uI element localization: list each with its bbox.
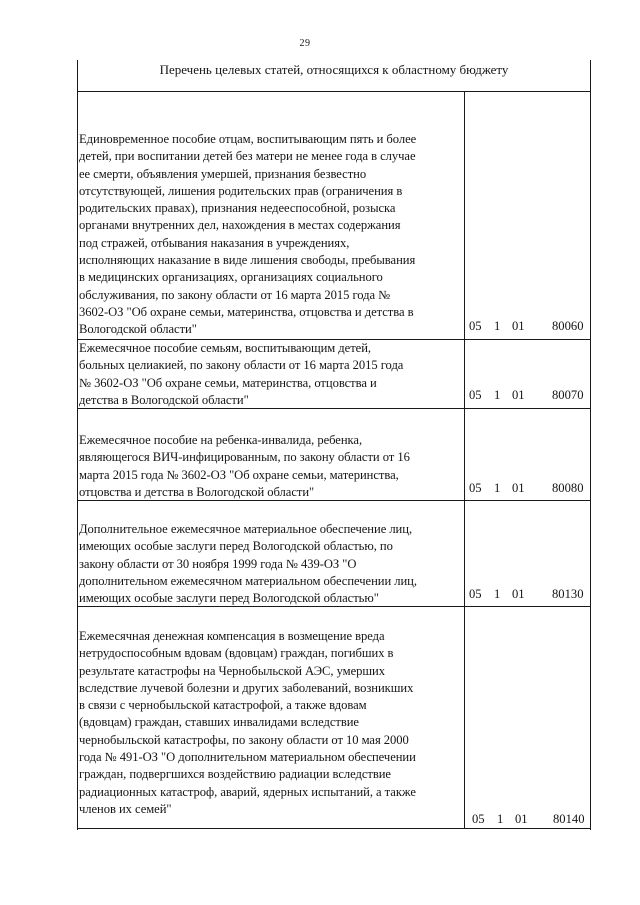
row-5-code-a: 05 (472, 812, 485, 826)
row-5-code-c: 01 (515, 812, 528, 826)
row-3-code-c: 01 (512, 481, 525, 495)
row-1-code-b: 1 (494, 319, 501, 333)
row-1-code-c: 01 (512, 319, 525, 333)
table-border-right (590, 60, 591, 830)
row-1-description: Единовременное пособие отцам, воспитывающим пять и более детей, при воспитании детей без матери не менее года в случае ее смерти, объявления умершей, признания безвестно отсутствующей, лишения родительских прав (ограничения в родительских правах), признания недееспособной, розыска органами внутренних дел, нахождения в местах содержания под стражей, отбывания наказания в учреждениях, исполняющих наказание в виде лишения свободы, пребывания в медицинских организациях, организациях социального обслуживания, по закону области от 16 марта 2015 года № 3602-ОЗ "Об охране семьи, материнства, отцовства и детства в Вологодской области" (79, 132, 417, 337)
table-header: Перечень целевых статей, относящихся к областному бюджету (159, 62, 509, 77)
row-3-code-a: 05 (469, 481, 482, 495)
row-3-code-b: 1 (494, 481, 501, 495)
row-4-code-d: 80130 (552, 587, 584, 601)
row-4-description: Дополнительное ежемесячное материальное обеспечение лиц, имеющих особые заслуги перед Вологодской областью, по закону области от 30 ноября 1999 года № 439-ОЗ "О дополнительном ежемесячном материальном обеспечении лиц, имеющих особые заслуги перед Вологодской областью" (79, 522, 417, 606)
row-1-code-a: 05 (469, 319, 482, 333)
row-2-code-d: 80070 (552, 388, 584, 402)
row-2-code-b: 1 (494, 388, 501, 402)
row-4-code-b: 1 (494, 587, 501, 601)
row-3-description: Ежемесячное пособие на ребенка-инвалида, ребенка, являющегося ВИЧ-инфицированным, по закону области от 16 марта 2015 года № 3602-ОЗ "Об охране семьи, материнства, отцовства и детства в Вологодской области" (79, 433, 410, 499)
row-2-description: Ежемесячное пособие семьям, воспитывающим детей, больных целиакией, по закону области от 16 марта 2015 года № 3602-ОЗ "Об охране семьи, материнства, отцовства и детства в Вологодской области" (79, 341, 404, 407)
row-4-code-a: 05 (469, 587, 482, 601)
row-4-code-c: 01 (512, 587, 525, 601)
row-5-description: Ежемесячная денежная компенсация в возмещение вреда нетрудоспособным вдовам (вдовцам) граждан, погибших в результате катастрофы на Чернобыльской АЭС, умерших вследствие лучевой болезни и других заболеваний, возникших в связи с чернобыльской катастрофой, а также вдовам (вдовцам) граждан, ставших инвалидами вследствие чернобыльской катастрофы, по закону области от 10 мая 2000 года № 491-ОЗ "О дополнительном материальном обеспечении граждан, подвергшихся воздействию радиации вследствие радиационных катастроф, аварий, ядерных испытаний, а также членов их семей" (79, 629, 416, 816)
row-5-code-b: 1 (497, 812, 504, 826)
row-1-code-d: 80060 (552, 319, 584, 333)
header-bottom-border (77, 91, 591, 92)
row-5-code-d: 80140 (553, 812, 585, 826)
row-3-code-d: 80080 (552, 481, 584, 495)
row-5-bottom-border (77, 828, 591, 829)
row-2-code-c: 01 (512, 388, 525, 402)
page-number: 29 (299, 38, 311, 49)
table-border-left (77, 60, 78, 830)
row-2-code-a: 05 (469, 388, 482, 402)
